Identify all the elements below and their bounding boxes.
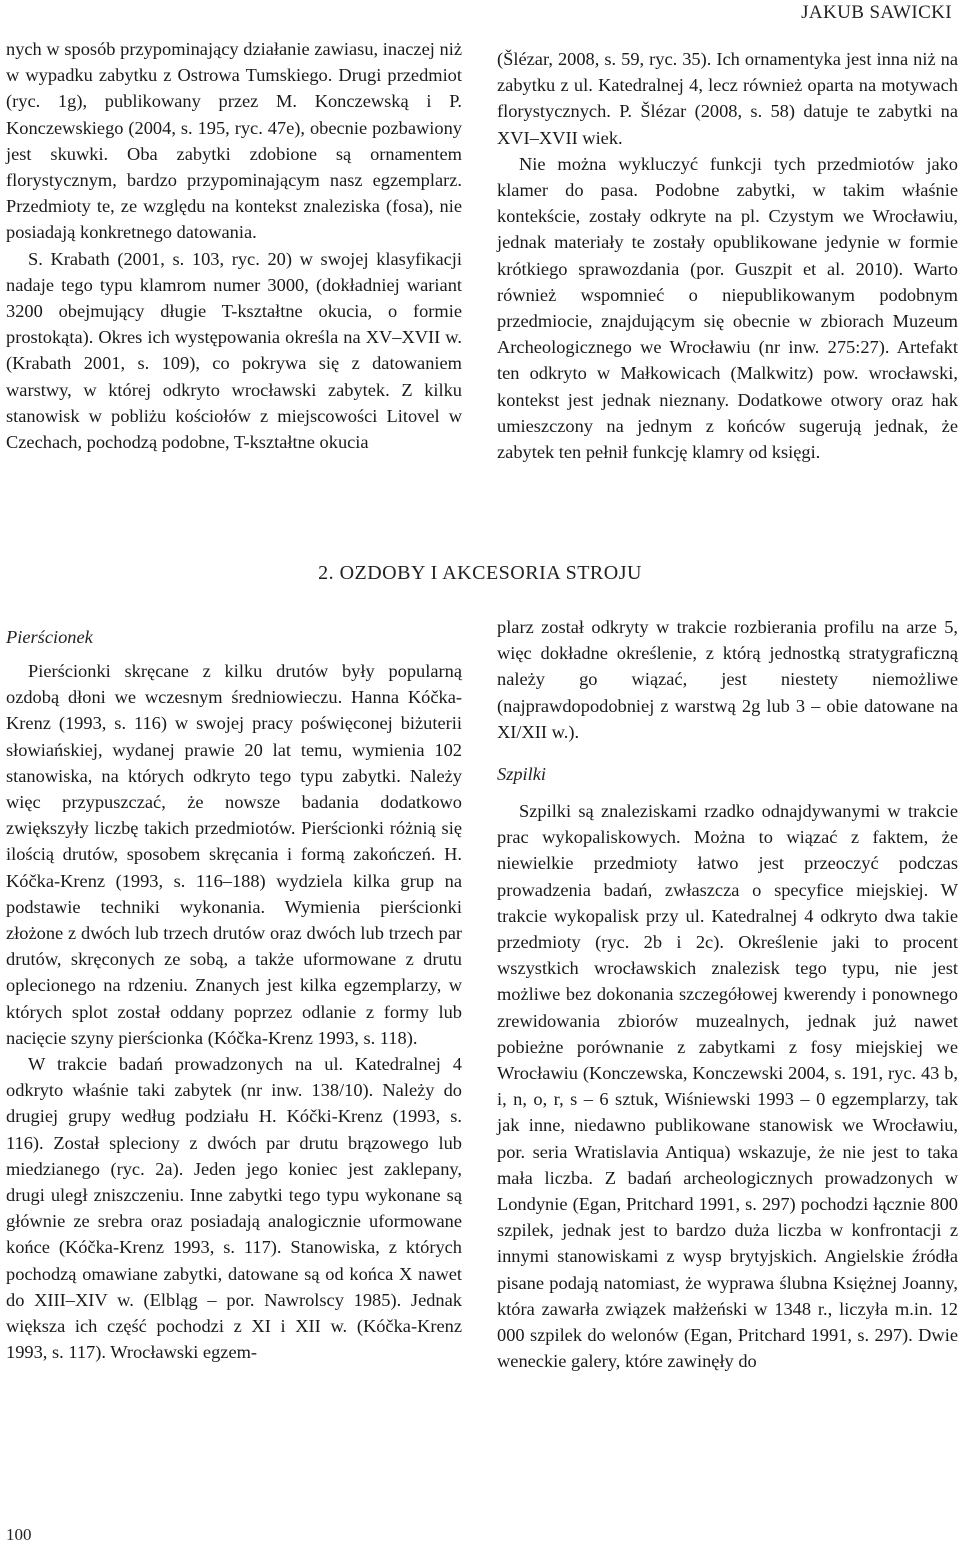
column-top-left bbox=[6, 36, 462, 455]
page-number: 100 bbox=[6, 1525, 32, 1544]
column-bottom-right-continued bbox=[497, 798, 958, 1374]
paragraph: W trakcie badań prowadzonych na ul. Katedralnej 4 odkryto właśnie taki zabytek (nr inw. 138/10). Należy do drugiej grupy według podziału H. Kóčki-Krenz (1993, s. 116). Został spleciony z dwóch par drutu brązowego lub miedzianego (ryc. 2a). Jeden jego koniec jest zaklepany, drugi uległ zniszczeniu. Inne zabytki tego typu wykonane są głównie ze srebra oraz posiadają analogicznie uformowane końce (Kóčka-Krenz 1993, s. 117). Stanowiska, z których pochodzą omawiane zabytki, datowane są od końca X nawet do XIII–XIV w. (Elbląg – por. Nawrolscy 1985). Jednak większa ich część pochodzi z XI i XII w. (Kóčka-Krenz 1993, s. 117). Wrocławski egzem- bbox=[6, 1054, 462, 1363]
paragraph: Nie można wykluczyć funkcji tych przedmiotów jako klamer do pasa. Podobne zabytki, w takim właśnie kontekście, zostały odkryte na pl. Czystym we Wrocławiu, jednak materiały te zostały opublikowane jedynie w formie krótkiego sprawozdania (por. Guszpit et al. 2010). Warto również wspomnieć o niepublikowanym podobnym przedmiocie, znajdującym się obecnie w zbiorach Muzeum Archeologicznego we Wrocławiu (nr inw. 275:27). Artefakt ten odkryto w Małkowicach (Malkwitz) pow. wrocławski, kontekst jest jednak nieznany. Dodatkowe otwory oraz hak umieszczony na jednym z końców sugerują jednak, że zabytek ten pełnił funkcję klamry od księgi. bbox=[497, 153, 958, 463]
paragraph: Szpilki są znaleziskami rzadko odnajdywanymi w trakcie prac wykopaliskowych. Można to wiązać z faktem, że niewielkie przedmioty łatwo jest przeoczyć podczas prowadzenia badań, zwłaszcza o specyfice miejskiej. W trakcie wykopalisk przy ul. Katedralnej 4 odkryto dwa takie przedmioty (ryc. 2b i 2c). Określenie jaki to procent wszystkich wrocławskich znalezisk tego typu, nie jest możliwe bez dokonania szczegółowej kwerendy i ponownego zrewidowania zbiorów muzealnych, jednak już nawet pobieżne porównanie z zabytkami z fosy miejskiej we Wrocławiu (Konczewska, Konczewski 2004, s. 191, ryc. 43 b, i, n, o, r, s – 6 sztuk, Wiśniewski 1993 – 0 egzemplarzy, tak jak inne, niedawno publikowane stanowisk we Wrocławiu, por. seria Wratislavia Antiqua) wskazuje, że nie jest to taka mała liczba. Z badań archeologicznych prowadzonych w Londynie (Egan, Pritchard 1991, s. 297) pochodzi łącznie 800 szpilek, jednak jest to bardzo duża liczba w konfrontacji z innymi stanowiskami z wysp brytyjskich. Angielskie źródła pisane podają natomiast, że wyprawa ślubna Księżnej Joanny, która zawarła związek małżeński w 1348 r., liczyła m.in. 12 000 szpilek do welonów (Egan, Pritchard 1991, s. 297). Dwie weneckie galery, które zawinęły do bbox=[497, 801, 958, 1372]
paragraph: plarz został odkryty w trakcie rozbierania profilu na arze 5, więc dokładne określenie, z którą jednostką stratygraficzną należy go wiązać, jest niestety niemożliwe (najprawdopodobniej z warstwą 2g lub 3 – obie datowane na XI/XII w.). bbox=[497, 617, 958, 742]
paragraph: nych w sposób przypominający działanie zawiasu, inaczej niż w wypadku zabytku z Ostrowa Tumskiego. Drugi przedmiot (ryc. 1g), publikowany przez M. Konczewską i P. Konczewskiego (2004, s. 195, ryc. 47e), obecnie pozbawiony jest skuwki. Oba zabytki zdobione są ornamentem florystycznym, bardzo przypominającym nasz egzemplarz. Przedmioty te, ze względu na kontekst znaleziska (fosa), nie posiadają konkretnego datowania. bbox=[6, 39, 462, 243]
subheading-ring: Pierścionek bbox=[6, 627, 93, 647]
running-head: JAKUB SAWICKI bbox=[801, 2, 952, 23]
paragraph: (Šlézar, 2008, s. 59, ryc. 35). Ich ornamentyka jest inna niż na zabytku z ul. Katedralnej 4, lecz również oparta na motywach florystycznych. P. Šlézar (2008, s. 58) datuje te zabytki na XVI–XVII wiek. bbox=[497, 49, 958, 148]
paragraph: S. Krabath (2001, s. 103, ryc. 20) w swojej klasyfikacji nadaje tego typu klamrom numer 3000, (dokładniej wariant 3200 obejmujący długie T-kształtne okucia, o formie prostokąta). Okres ich występowania określa na XV–XVII w. (Krabath 2001, s. 109), co pokrywa się z datowaniem warstwy, w której odkryto wrocławski zabytek. Z kilku stanowisk w pobliżu kościołów z miejscowości Litovel w Czechach, pochodzą podobne, T-kształtne okucia bbox=[6, 248, 462, 453]
subheading-pins: Szpilki bbox=[497, 764, 547, 784]
paragraph: Pierścionki skręcane z kilku drutów były popularną ozdobą dłoni we wczesnym średniowieczu. Hanna Kóčka-Krenz (1993, s. 116) w swojej pracy poświęconej biżuterii słowiańskiej, wydanej prawie 20 lat temu, wymienia 102 stanowiska, na których odkryto tego typu zabytki. Należy więc przypuszczać, że nowsze badania dodatkowo zwiększyły liczbę takich przedmiotów. Pierścionki różnią się ilością drutów, sposobem skręcania i formą zakończeń. H. Kóčka-Krenz (1993, s. 116–188) wydziela kilka grup na podstawie techniki wykonania. Wymienia pierścionki złożone z dwóch lub trzech drutów oraz dwóch lub trzech par drutów, skręconych ze sobą, a także uformowane z drutu oplecionego na rdzeniu. Znanych jest kilka egzemplarzy, w których splot został oddany poprzez odlanie z formy lub nacięcie szyny pierścionka (Kóčka-Krenz 1993, s. 118). bbox=[6, 661, 462, 1048]
column-bottom-right bbox=[497, 614, 958, 745]
column-top-right bbox=[497, 46, 958, 465]
column-bottom-left bbox=[6, 658, 462, 1365]
section-heading: 2. OZDOBY I AKCESORIA STROJU bbox=[318, 562, 642, 584]
